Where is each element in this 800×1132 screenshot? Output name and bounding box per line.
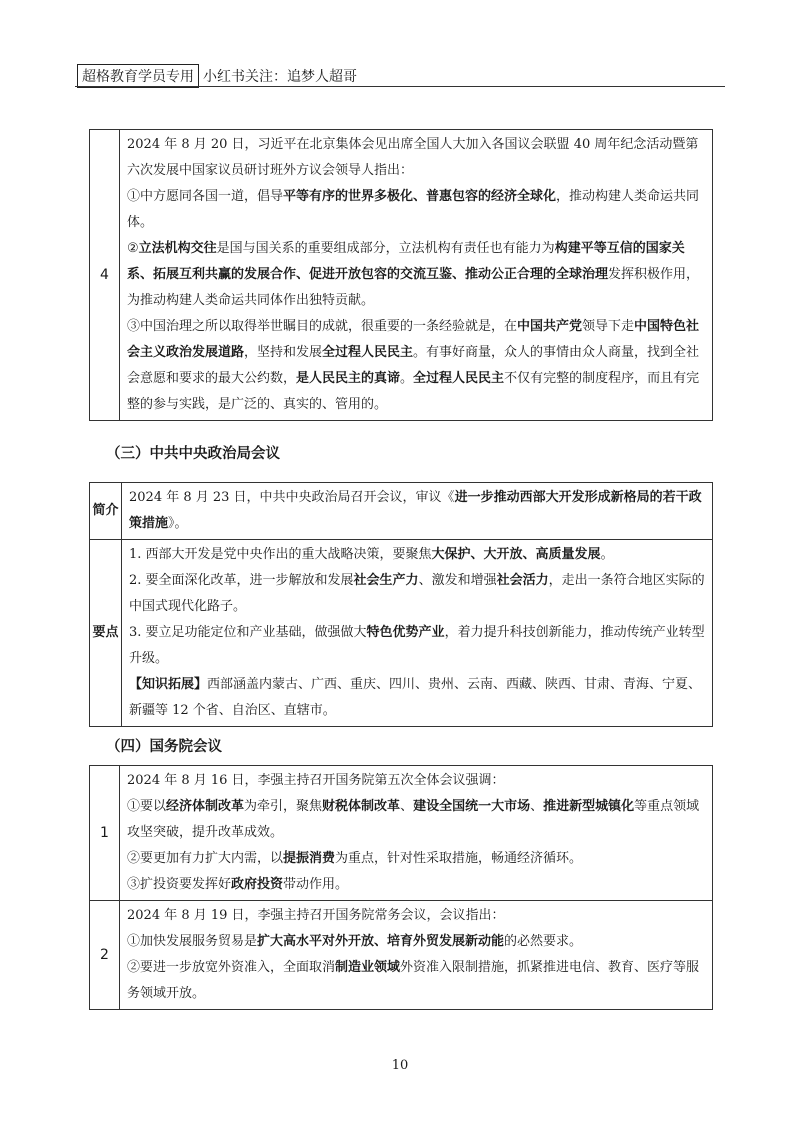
paragraph	[129, 542, 706, 568]
paragraph	[127, 314, 706, 418]
text: 、	[530, 799, 544, 814]
text: 带动作用。	[283, 877, 349, 892]
table-row	[90, 483, 713, 540]
text: ，推动构建人类命运共同体。	[127, 189, 700, 230]
text: ③扩投资要发挥好	[127, 877, 232, 892]
text: 为牵引，聚焦	[244, 799, 323, 814]
bold-text: 中国特色社会主义政治发展道路	[127, 319, 700, 360]
bold-text: 扩大高水平对外开放、培育外贸发展新动能	[257, 934, 505, 949]
bold-text: 社会生产力	[353, 573, 419, 588]
text: 2024 年 8 月 16 日，李强主持召开国务院第五次全体会议强调：	[127, 773, 505, 788]
text: 、	[400, 799, 414, 814]
bold-text: 【知识拓展】	[129, 677, 208, 692]
text: 发挥积极作用，为推动构建人类命运共同体作出独特贡献。	[127, 267, 700, 308]
text: 1. 西部大开发是党中央作出的重大战略决策，要聚焦	[129, 547, 432, 562]
text: 为重点，针对性采取措施，畅通经济循环。	[335, 851, 583, 866]
row-number: 1	[90, 766, 120, 901]
bold-text: 政府投资	[231, 877, 284, 892]
paragraph	[127, 184, 706, 236]
text: 是国与国关系的重要组成部分，立法机构有责任也有能力为	[216, 241, 555, 256]
row-content	[122, 540, 713, 727]
table-row	[90, 540, 713, 727]
table-xi-meeting	[89, 129, 713, 421]
page-number: 10	[391, 1058, 409, 1073]
text: 外资准入限制措施，抓紧推进电信、教育、医疗等服务领域开放。	[127, 960, 700, 1001]
bold-text: 推进新型城镇化	[543, 799, 635, 814]
row-label: 简介	[90, 483, 122, 540]
paragraph	[127, 846, 706, 872]
paragraph	[129, 485, 706, 537]
paragraph	[129, 568, 706, 620]
bold-text: 提振消费	[283, 851, 336, 866]
paragraph	[127, 132, 706, 184]
bold-text: 是人民民主的真谛	[296, 371, 401, 386]
paragraph	[127, 955, 706, 1007]
bold-text: 全过程人民民主	[322, 345, 414, 360]
text: 2024 年 8 月 19 日，李强主持召开国务院常务会议，会议指出：	[127, 908, 505, 923]
paragraph	[127, 872, 706, 898]
text: 。有事好商量，众人的事情由众人商量，找到全社会意愿和要求的最大公约数，	[127, 345, 700, 386]
text: 领导下走	[582, 319, 635, 334]
bold-text: 社会活力	[496, 573, 549, 588]
text: 》。	[168, 516, 188, 531]
text: 2024 年 8 月 20 日，习近平在北京集体会见出席全国人大加入各国议会联盟 40 周年纪念活动暨第六次发展中国家议员研讨班外方议会领导人指出：	[127, 137, 699, 178]
paragraph	[127, 794, 706, 846]
text: 的必然要求。	[504, 934, 583, 949]
header-note: 小红书关注：追梦人超哥	[203, 69, 357, 85]
text: 不仅有完整的制度程序，而且有完整的参与实践，是广泛的、真实的、管用的。	[127, 371, 700, 412]
bold-text: 中国共产党	[517, 319, 583, 334]
bold-text: 特色优势产业	[366, 625, 445, 640]
paragraph	[127, 768, 706, 794]
text: ，走出一条符合地区实际的中国式现代化路子。	[129, 573, 705, 614]
table-politburo-meeting	[89, 482, 713, 727]
text: ①加快发展服务贸易是	[127, 934, 258, 949]
paragraph	[129, 672, 706, 724]
paragraph	[127, 903, 706, 929]
section-title: （三）中共中央政治局会议	[106, 446, 280, 462]
text: 3. 要立足功能定位和产业基础，做强做大	[129, 625, 367, 640]
text: ②要更加有力扩大内需，以	[127, 851, 284, 866]
bold-text: 构建平等互信的国家关系、拓展互利共赢的发展合作、促进开放包容的交流互鉴、推动公正合理的全球治理	[127, 241, 685, 282]
section-title: （四）国务院会议	[106, 739, 222, 755]
row-content	[122, 483, 713, 540]
bold-text: 制造业领域	[335, 960, 401, 975]
bold-text: 建设全国统一大市场	[413, 799, 531, 814]
text: 。	[400, 371, 414, 386]
table-row	[90, 766, 713, 901]
text: ，坚持和发展	[244, 345, 323, 360]
bold-text: 进一步推动西部大开发形成新格局的若干政策措施	[129, 490, 702, 531]
text: ①要以	[127, 799, 167, 814]
row-content	[120, 901, 713, 1010]
text: ②要进一步放宽外资准入，全面取消	[127, 960, 336, 975]
text: 2. 要全面深化改革，进一步解放和发展	[129, 573, 354, 588]
paragraph	[127, 929, 706, 955]
header-divider	[75, 86, 725, 87]
text: ①中方愿同各国一道，倡导	[127, 189, 284, 204]
bold-text: 全过程人民民主	[413, 371, 505, 386]
row-number: 2	[90, 901, 120, 1010]
row-content	[120, 766, 713, 901]
paragraph	[127, 236, 706, 314]
text: 。	[600, 547, 614, 562]
text: 2024 年 8 月 23 日，中共中央政治局召开会议，审议《	[129, 490, 455, 505]
table-state-council-meeting	[89, 765, 713, 1010]
bold-text: 经济体制改革	[166, 799, 245, 814]
text: ③中国治理之所以取得举世瞩目的成就，很重要的一条经验就是，在	[127, 319, 518, 334]
bold-text: 平等有序的世界多极化、普惠包容的经济全球化	[283, 189, 557, 204]
bold-text: 立法机构交往	[138, 241, 217, 256]
header-tag: 超格教育学员专用	[77, 64, 199, 88]
paragraph	[129, 620, 706, 672]
text: 西部涵盖内蒙古、广西、重庆、四川、贵州、云南、西藏、陕西、甘肃、青海、宁夏、新疆等 12 个省、自治区、直辖市。	[129, 677, 702, 718]
text: ②	[127, 241, 139, 256]
table-row	[90, 130, 713, 421]
bold-text: 财税体制改革	[322, 799, 401, 814]
table-row	[90, 901, 713, 1010]
text: 等重点领域攻坚突破，提升改革成效。	[127, 799, 700, 840]
text: ，着力提升科技创新能力，推动传统产业转型升级。	[129, 625, 705, 666]
row-label: 要点	[90, 540, 122, 727]
bold-text: 大保护、大开放、高质量发展	[431, 547, 601, 562]
row-content	[120, 130, 713, 421]
row-number: 4	[90, 130, 120, 421]
page-header	[77, 64, 357, 88]
text: 、激发和增强	[418, 573, 497, 588]
